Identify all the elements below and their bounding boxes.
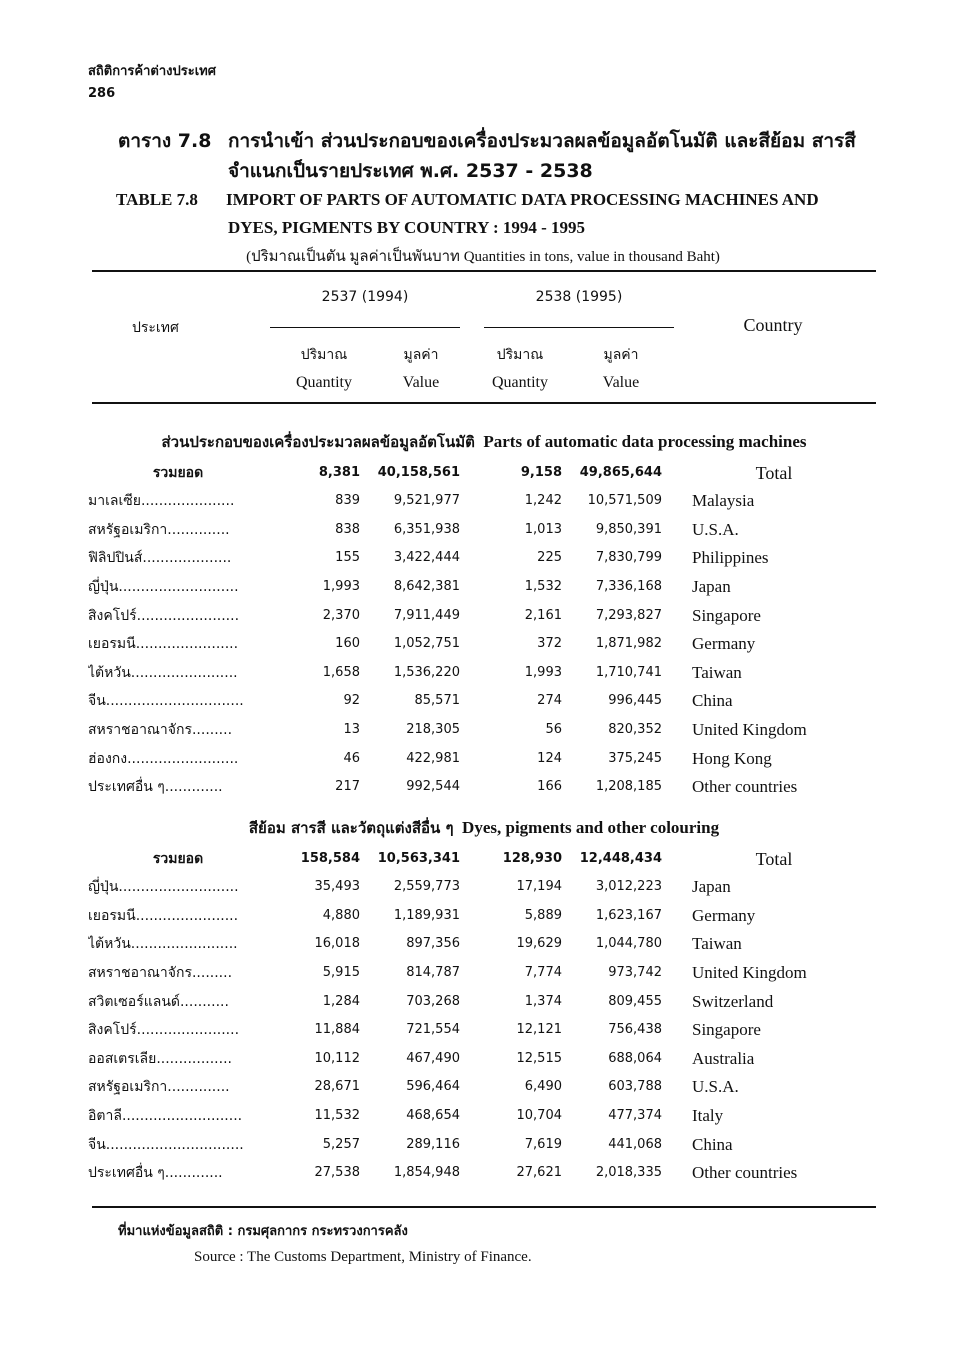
qty-1994: 838 (335, 521, 360, 537)
value-1995: 996,445 (608, 693, 662, 709)
qty-1994: 10,112 (314, 1050, 360, 1066)
total-row (88, 845, 878, 873)
country-th: อิตาลี........................... (88, 1108, 243, 1124)
country-en: Germany (692, 634, 756, 654)
year-1995-underline (484, 327, 674, 328)
country-th: ฟิลิปปินส์.................... (88, 550, 232, 567)
table-row (88, 773, 878, 801)
qty-1994: 4,880 (322, 907, 360, 923)
value-1995: 2,018,335 (595, 1165, 662, 1181)
qty-1995: 1,242 (524, 493, 562, 509)
qty-1995: 7,619 (524, 1136, 562, 1152)
table-row (88, 516, 878, 544)
value-1995: 441,068 (608, 1136, 662, 1152)
top-rule (92, 270, 876, 272)
table-row (88, 1159, 878, 1187)
section-title: สีย้อม สารสี และวัตถุแต่งสีอื่น ๆ Dyes, pigments and other colouring (248, 818, 720, 837)
country-en: Singapore (692, 605, 761, 625)
title-en-line2: DYES, PIGMENTS BY COUNTRY : 1994 - 1995 (228, 218, 586, 237)
year-1994-header: 2537 (1994) (321, 289, 409, 305)
qty-1995: 7,774 (524, 965, 562, 980)
value-1995: 756,438 (608, 1022, 662, 1038)
value-1994: 814,787 (406, 965, 460, 980)
value-1995: 7,830,799 (595, 550, 662, 566)
value-1995: 1,208,185 (595, 779, 662, 795)
value-1994: 2,559,773 (393, 879, 460, 895)
value-1995: 1,710,741 (595, 664, 662, 680)
country-en: China (692, 691, 733, 711)
table-row (88, 1045, 878, 1073)
table-row (88, 630, 878, 658)
country-en-header: Country (743, 315, 803, 335)
value-1994: 1,854,948 (393, 1165, 460, 1181)
country-en: Australia (692, 1048, 755, 1068)
country-th: รวมยอด (152, 850, 204, 867)
country-th: จีน............................... (88, 1136, 244, 1153)
value-1995: 1,044,780 (595, 936, 662, 952)
table-row (88, 602, 878, 630)
value-1994: 1,536,220 (393, 664, 460, 680)
country-th-header: ประเทศ (132, 320, 179, 336)
value-1994: 7,911,449 (393, 607, 460, 623)
value-1994: 422,981 (406, 750, 460, 766)
year-1994-underline (270, 327, 460, 328)
value-1995: 9,850,391 (595, 521, 662, 537)
value-1995: 49,865,644 (579, 464, 662, 480)
qty-1994: 160 (335, 636, 360, 652)
value-1994: 289,116 (406, 1136, 460, 1152)
qty-1994: 217 (335, 779, 360, 795)
table-row (88, 487, 878, 515)
qty-1995: 1,374 (524, 993, 562, 1009)
title-th-line1: การนำเข้า ส่วนประกอบของเครื่องประมวลผลข้อมูลอัตโนมัติ และสีย้อม สารสี (228, 130, 856, 152)
qty-1995: 27,621 (516, 1165, 562, 1181)
qty-1995: 2,161 (524, 607, 562, 623)
value-1995: 1,623,167 (595, 907, 662, 923)
value-1994: 703,268 (406, 993, 460, 1009)
country-en: U.S.A. (692, 1077, 739, 1097)
qty-1995: 5,889 (524, 907, 562, 923)
value-1995: 12,448,434 (579, 850, 662, 866)
country-th: สหรัฐอเมริกา.............. (88, 1079, 230, 1096)
country-th: สหรัฐอเมริกา.............. (88, 521, 230, 538)
table-row (88, 1131, 878, 1159)
value-1994: 721,554 (406, 1022, 460, 1038)
value-1995: 1,871,982 (595, 636, 662, 652)
title-en-line1: IMPORT OF PARTS OF AUTOMATIC DATA PROCESSING MACHINES AND (226, 190, 819, 209)
qty-1995: 10,704 (516, 1108, 562, 1123)
value-1994: 6,351,938 (393, 521, 460, 537)
country-en: Philippines (692, 548, 769, 568)
country-en: Other countries (692, 1163, 798, 1183)
table-row (88, 930, 878, 958)
country-th: จีน............................... (88, 693, 244, 710)
qty-1995: 9,158 (520, 464, 562, 480)
qty-1995: 372 (537, 636, 562, 652)
column-header (92, 275, 876, 403)
table-row (88, 687, 878, 715)
country-en: Japan (692, 577, 731, 596)
section-title: ส่วนประกอบของเครื่องประมวลผลข้อมูลอัตโนมัติ Parts of automatic data processing machines (161, 432, 807, 451)
table-row (88, 1102, 878, 1130)
qty-1994: 1,658 (322, 664, 360, 680)
qty-1994: 13 (343, 722, 360, 737)
country-th: เยอรมนี....................... (88, 636, 239, 653)
bottom-rule (92, 1206, 876, 1208)
country-th: สิงคโปร์....................... (88, 1022, 240, 1039)
qty-1994-header: ปริมาณ Quantity (296, 347, 352, 391)
value-1994: 3,422,444 (393, 550, 460, 566)
qty-1994: 11,532 (314, 1108, 360, 1123)
country-en: Germany (692, 905, 756, 925)
country-en: Taiwan (692, 662, 742, 682)
value-1995: 3,012,223 (595, 879, 662, 895)
country-en: Total (755, 848, 793, 869)
country-en: Japan (692, 877, 731, 897)
qty-1994: 27,538 (314, 1165, 360, 1181)
value-1995: 688,064 (608, 1050, 662, 1066)
qty-1995: 274 (537, 693, 562, 709)
table-row (88, 1016, 878, 1044)
country-th: ฮ่องกง......................... (88, 750, 239, 767)
qty-1995: 1,013 (524, 521, 562, 537)
table-row (88, 659, 878, 687)
qty-1995: 166 (537, 779, 562, 795)
qty-1994: 1,993 (322, 579, 360, 594)
country-en: Singapore (692, 1020, 761, 1040)
qty-1995: 225 (537, 550, 562, 566)
table-row (88, 873, 878, 901)
units-note: (ปริมาณเป็นตัน มูลค่าเป็นพันบาท Quantities in tons, value in thousand Baht) (246, 249, 720, 265)
qty-1995: 12,515 (516, 1050, 562, 1066)
table-row (88, 959, 878, 987)
qty-1995: 12,121 (516, 1022, 562, 1038)
source-en: Source : The Customs Department, Ministry of Finance. (194, 1249, 532, 1265)
country-th: สหราชอาณาจักร......... (88, 965, 233, 981)
value-1995: 809,455 (608, 993, 662, 1009)
page-number: 286 (88, 86, 116, 101)
country-th: สวิตเซอร์แลนด์........... (88, 993, 229, 1010)
header-bottom-rule (92, 402, 876, 404)
qty-1994: 5,915 (322, 965, 360, 980)
qty-1994: 5,257 (322, 1136, 360, 1152)
country-th: ไต้หวัน........................ (88, 664, 238, 681)
table-row (88, 1073, 878, 1101)
qty-1994: 46 (343, 750, 360, 766)
value-1994: 596,464 (406, 1079, 460, 1095)
table-row (88, 544, 878, 572)
country-en: United Kingdom (692, 963, 807, 982)
qty-1994: 158,584 (300, 850, 360, 866)
qty-1995: 19,629 (516, 936, 562, 952)
qty-1995-header: ปริมาณ Quantity (492, 347, 548, 391)
value-1994: 897,356 (406, 936, 460, 952)
country-th: ประเทศอื่น ๆ............. (88, 779, 223, 796)
country-en: Malaysia (692, 491, 755, 511)
value-1994: 9,521,977 (393, 493, 460, 509)
country-en: Italy (692, 1106, 724, 1125)
country-en: Other countries (692, 777, 798, 797)
country-en: Hong Kong (692, 748, 772, 768)
country-th: ญี่ปุ่น........................... (88, 879, 239, 896)
publication-title: สถิติการค้าต่างประเทศ (88, 64, 216, 79)
source-th: ที่มาแห่งข้อมูลสถิติ : กรมศุลกากร กระทรวงการคลัง (118, 1224, 408, 1239)
qty-1994: 155 (335, 550, 360, 566)
country-th: ประเทศอื่น ๆ............. (88, 1165, 223, 1182)
total-row (88, 459, 878, 487)
year-1995-header: 2538 (1995) (535, 289, 623, 305)
table-row (88, 988, 878, 1016)
value-1994: 218,305 (406, 722, 460, 737)
qty-1994: 1,284 (322, 993, 360, 1009)
table-title (118, 126, 878, 242)
value-1995: 973,742 (608, 965, 662, 980)
value-1995: 477,374 (608, 1108, 662, 1123)
value-1994: 1,052,751 (393, 636, 460, 652)
value-1994: 468,654 (406, 1108, 460, 1123)
value-1995: 10,571,509 (587, 493, 662, 509)
country-th: ไต้หวัน........................ (88, 936, 238, 953)
value-1994: 8,642,381 (393, 579, 460, 594)
qty-1994: 8,381 (318, 464, 360, 480)
qty-1994: 92 (343, 693, 360, 709)
qty-1995: 56 (545, 722, 562, 737)
country-en: U.S.A. (692, 519, 739, 539)
table-row (88, 745, 878, 773)
country-th: มาเลเซีย..................... (88, 493, 235, 510)
value-1995: 7,336,168 (595, 579, 662, 594)
qty-1994: 2,370 (322, 607, 360, 623)
value-1994: 1,189,931 (393, 907, 460, 923)
value-1994: 10,563,341 (377, 850, 460, 866)
country-th: เยอรมนี....................... (88, 907, 239, 924)
country-th: ญี่ปุ่น........................... (88, 579, 239, 595)
table-row (88, 573, 878, 601)
qty-1995: 128,930 (502, 850, 562, 866)
value-1994: 992,544 (406, 779, 460, 795)
country-en: Taiwan (692, 934, 742, 954)
country-en: United Kingdom (692, 720, 807, 739)
qty-1995: 1,532 (524, 579, 562, 594)
qty-1995: 124 (537, 750, 562, 766)
table-row (88, 716, 878, 744)
value-1995-header: มูลค่า Value (602, 347, 640, 391)
qty-1994: 28,671 (314, 1079, 360, 1095)
country-en: Switzerland (692, 991, 774, 1011)
country-th: ออสเตรเลีย................. (88, 1050, 232, 1067)
value-1995: 375,245 (608, 750, 662, 766)
value-1995: 820,352 (608, 722, 662, 737)
title-en-label: TABLE 7.8 (116, 190, 198, 209)
qty-1994: 16,018 (314, 936, 360, 952)
country-th: สิงคโปร์....................... (88, 607, 240, 624)
country-en: Total (755, 462, 793, 483)
qty-1995: 6,490 (524, 1079, 562, 1095)
value-1995: 603,788 (608, 1079, 662, 1095)
qty-1994: 35,493 (314, 879, 360, 895)
title-th-label: ตาราง 7.8 (118, 130, 212, 152)
value-1994-header: มูลค่า Value (402, 347, 440, 391)
qty-1994: 839 (335, 493, 360, 509)
value-1995: 7,293,827 (595, 607, 662, 623)
country-th: สหราชอาณาจักร......... (88, 722, 233, 738)
country-th: รวมยอด (152, 464, 204, 481)
title-th-line2: จำแนกเป็นรายประเทศ พ.ศ. 2537 - 2538 (228, 160, 593, 182)
qty-1994: 11,884 (314, 1022, 360, 1038)
value-1994: 40,158,561 (377, 464, 460, 480)
qty-1995: 17,194 (516, 879, 562, 895)
value-1994: 467,490 (406, 1050, 460, 1066)
value-1994: 85,571 (414, 693, 460, 709)
table-row (88, 902, 878, 930)
qty-1995: 1,993 (524, 664, 562, 680)
country-en: China (692, 1134, 733, 1154)
